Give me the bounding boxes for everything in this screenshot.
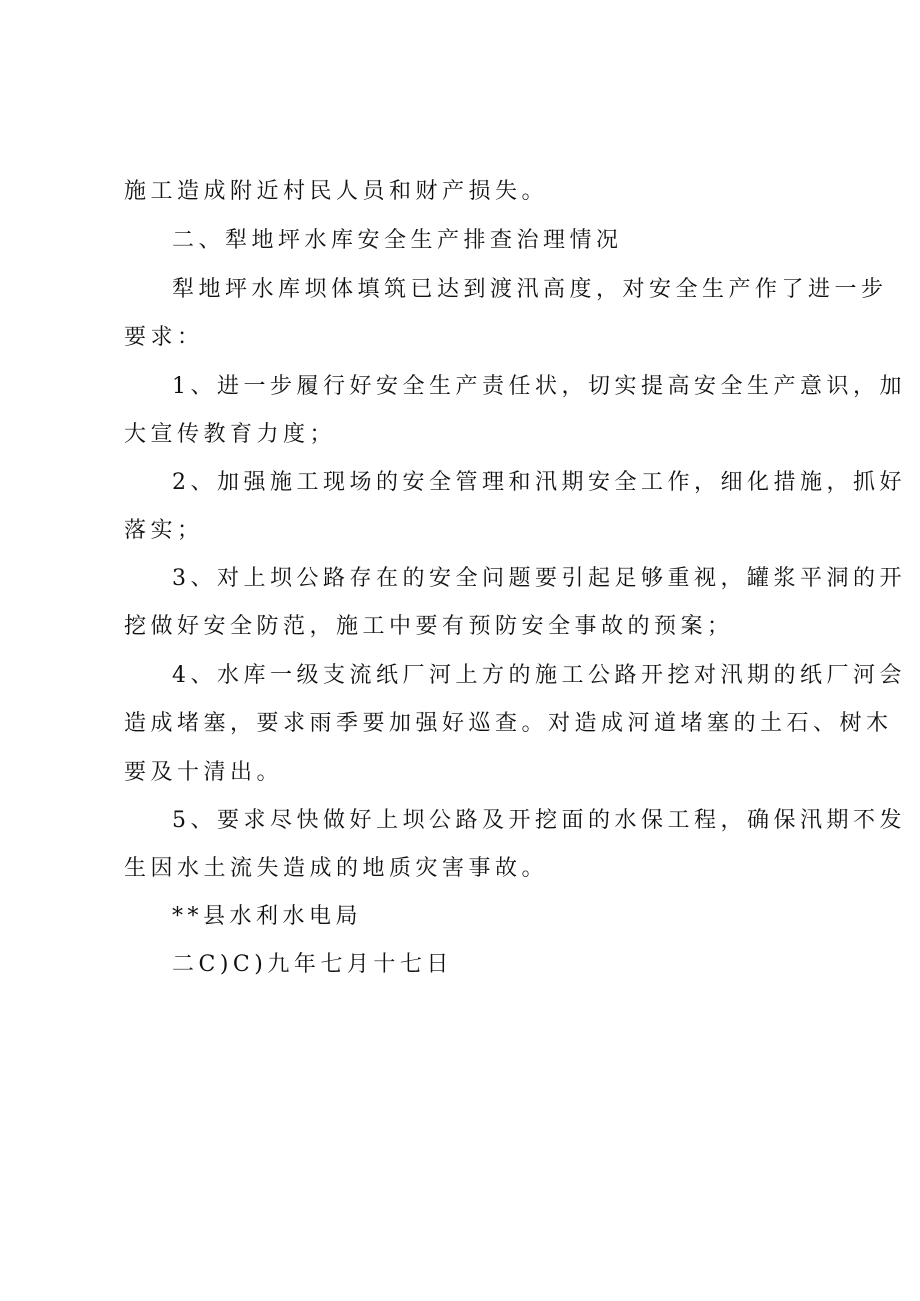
list-item-2-line-2: 落实； [124,518,204,543]
text-line-4: 要求： [124,325,204,350]
text-line-3: 犁地坪水库坝体填筑已达到渡汛高度，对安全生产作了进一步 [172,277,888,302]
list-item-1-line-1: 1、进一步履行好安全生产责任状，切实提高安全生产意识，加 [172,374,906,399]
list-item-5-line-1: 5、要求尽快做好上坝公路及开挖面的水保工程，确保汛期不发 [172,808,906,833]
list-item-3-line-2: 挖做好安全防范，施工中要有预防安全事故的预案； [124,614,734,639]
list-item-3-line-1: 3、对上坝公路存在的安全问题要引起足够重视，罐浆平洞的开 [172,566,906,591]
signature-organization: **县水利水电局 [172,904,363,929]
list-item-1-line-2: 大宣传教育力度； [124,422,337,447]
list-item-2-line-1: 2、加强施工现场的安全管理和汛期安全工作，细化措施，抓好 [172,470,906,495]
list-item-4-line-2: 造成堵塞，要求雨季要加强好巡查。对造成河道堵塞的土石、树木 [124,711,893,736]
list-item-4-line-3: 要及十清出。 [124,760,284,785]
section-heading: 二、犁地坪水库安全生产排查治理情况 [172,228,623,253]
signature-date: 二C)C)九年七月十七日 [172,952,453,977]
text-line-1: 施工造成附近村民人员和财产损失。 [124,179,549,204]
list-item-4-line-1: 4、水库一级支流纸厂河上方的施工公路开挖对汛期的纸厂河会 [172,663,906,688]
list-item-5-line-2: 生因水土流失造成的地质灾害事故。 [124,856,549,881]
